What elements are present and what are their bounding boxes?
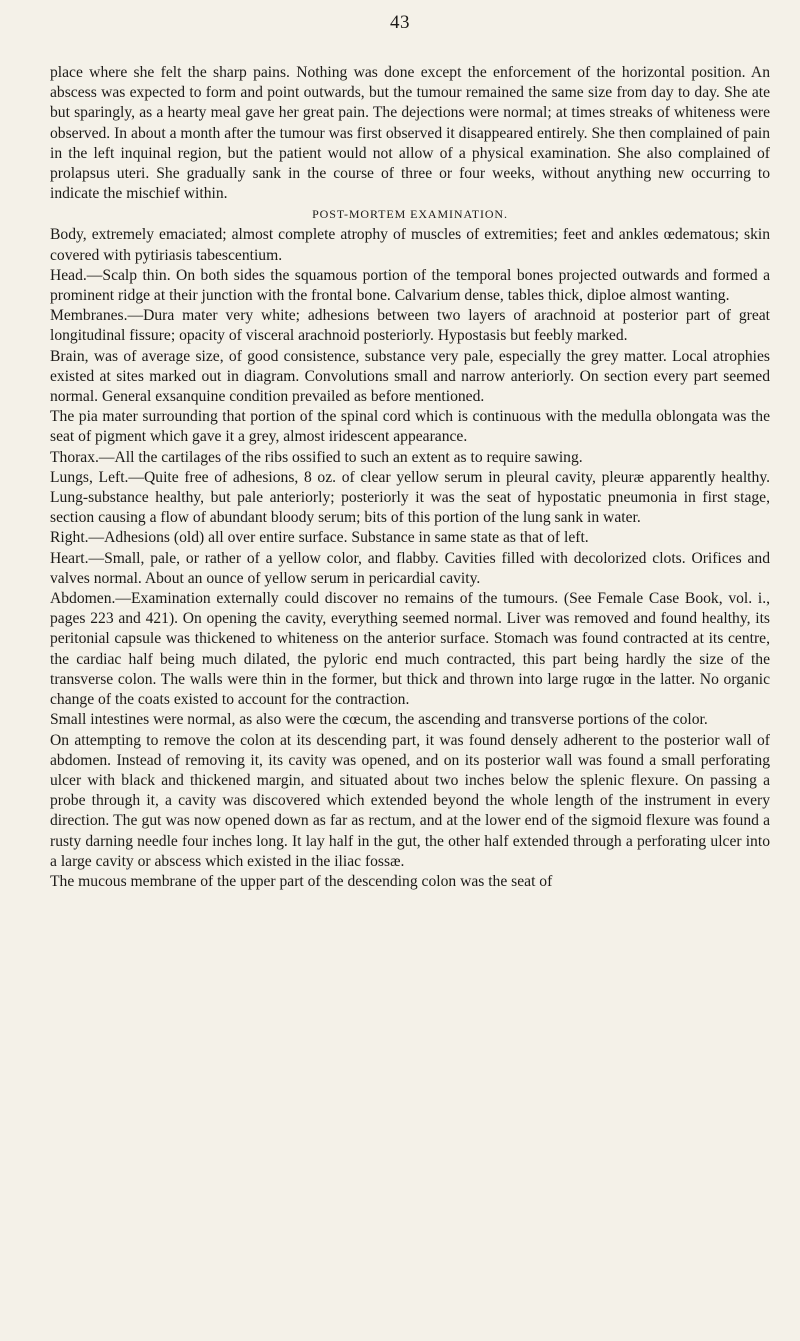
page-number: 43	[390, 12, 410, 33]
paragraph-thorax: Thorax.—All the cartilages of the ribs ossified to such an extent as to require sawing.	[50, 448, 583, 466]
paragraph-case-history: place where she felt the sharp pains. Nothing was done except the enforcement of the horizontal position. An abscess was expected to form and point outwards, but the tumour remained the same size from day to day. She ate but sparingly, as a hearty meal gave her great pain. The dejections were normal; at times streaks of whiteness were observed. In about a month after the tumour was first observed it disappeared entirely. She then complained of pain in the left inquinal region, but the patient would not allow of a physical examination. She also complained of prolapsus uteri. She gradually sank in the course of three or four weeks, without anything new occurring to indicate the mischief within.	[50, 64, 770, 203]
paragraph-lungs-right: Right.—Adhesions (old) all over entire surface. Substance in same state as that of left.	[50, 529, 589, 547]
paragraph-abdomen: Abdomen.—Examination externally could discover no remains of the tumours. (See Female Case Book, vol. i., pages 223 and 421). On opening the cavity, everything seemed normal. Liver was removed and found healthy, its peritonial capsule was thickened to whiteness on the anterior surface. Stomach was found contracted at its centre, the cardiac half being much dilated, the pyloric end much contracted, this part being hardly the size of the transverse colon. The walls were thin in the former, but thick and thrown into large rugœ in the latter. No organic change of the coats existed to account for the contraction.	[50, 590, 770, 709]
paragraph-lungs-left: Lungs, Left.—Quite free of adhesions, 8 oz. of clear yellow serum in pleural cavity, pleuræ apparently healthy. Lung-substance healthy, but pale anteriorly; posteriorly it was the seat of hypostatic pneumonia in first stage, section causing a flow of abundant bloody serum; bits of this portion of the lung sank in water.	[50, 468, 770, 527]
paragraph-heart: Heart.—Small, pale, or rather of a yellow color, and flabby. Cavities filled with decolorized clots. Orifices and valves normal. About an ounce of yellow serum in pericardial cavity.	[50, 549, 770, 587]
paragraph-pia-mater: The pia mater surrounding that portion of the spinal cord which is continuous with the medulla oblongata was the seat of pigment which gave it a grey, almost iridescent appearance.	[50, 408, 770, 446]
paragraph-brain: Brain, was of average size, of good consistence, substance very pale, especially the grey matter. Local atrophies existed at sites marked out in diagram. Convolutions small and narrow anteriorly. On section every part seemed normal. General exsanquine condition prevailed as before mentioned.	[50, 347, 770, 406]
paragraph-mucous-membrane: The mucous membrane of the upper part of the descending colon was the seat of	[50, 872, 553, 890]
paragraph-body: Body, extremely emaciated; almost complete atrophy of muscles of extremities; feet and ankles œdematous; skin covered with pytiriasis tabescentium.	[50, 226, 770, 264]
paragraph-head: Head.—Scalp thin. On both sides the squamous portion of the temporal bones projected outwards and formed a prominent ridge at their junction with the frontal bone. Calvarium dense, tables thick, diploe almost wanting.	[50, 266, 770, 305]
paragraph-colon: On attempting to remove the colon at its descending part, it was found densely adherent to the posterior wall of abdomen. Instead of removing it, its cavity was opened, and on its posterior wall was found a small perforating ulcer with black and thickened margin, and situated about two inches below the splenic flexure. On passing a probe through it, a cavity was discovered which extended beyond the whole length of the instrument in every direction. The gut was now opened down as far as rectum, and at the lower end of the sigmoid flexure was found a rusty darning needle four inches long. It lay half in the gut, the other half extended through a perforating ulcer into a large cavity or abscess which existed in the iliac fossæ.	[50, 731, 770, 870]
paragraph-membranes: Membranes.—Dura mater very white; adhesions between two layers of arachnoid at posterior part of great longitudinal fissure; opacity of visceral arachnoid posteriorly. Hypostasis but feebly marked.	[50, 307, 770, 345]
paragraph-small-intestines: Small intestines were normal, as also were the cœcum, the ascending and transverse portions of the color.	[50, 711, 708, 729]
page-body	[50, 63, 770, 892]
section-heading: POST-MORTEM EXAMINATION.	[312, 207, 508, 222]
